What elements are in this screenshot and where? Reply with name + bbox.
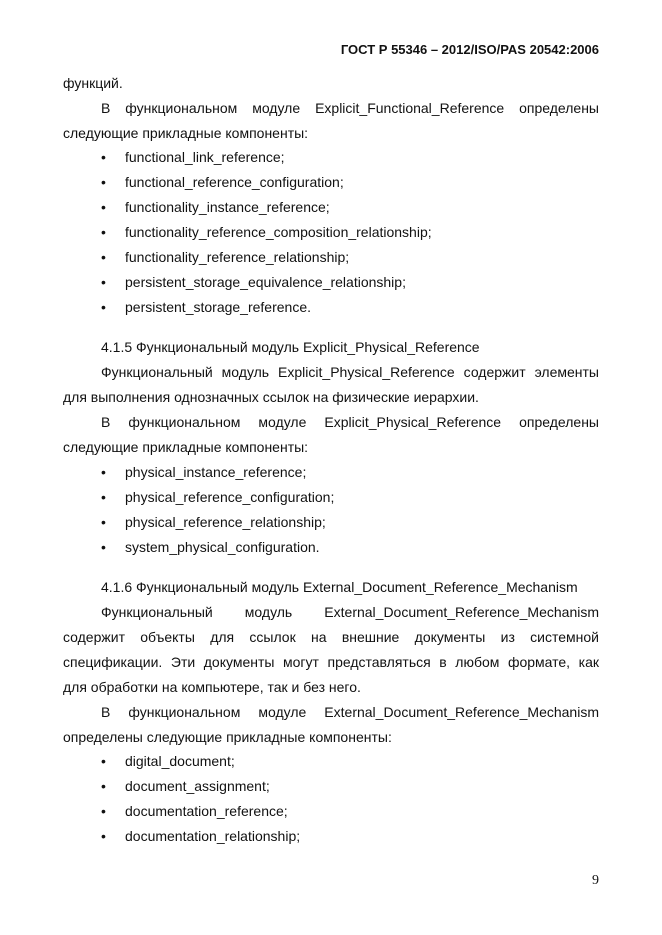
list-item-text: persistent_storage_equivalence_relationship; [125,274,406,290]
list-item-text: physical_reference_relationship; [125,514,326,530]
list-item [101,273,406,291]
text-line: Функциональный модуль Explicit_Physical_Reference содержит элементы [101,364,599,380]
text-line: Функциональный модуль External_Document_Reference_Mechanism [101,604,599,620]
section-heading: 4.1.6 Функциональный модуль External_Document_Reference_Mechanism [101,579,578,595]
list-item-text: physical_reference_configuration; [125,489,335,505]
text-line: следующие прикладные компоненты: [63,125,309,141]
list-item-text: persistent_storage_reference. [125,299,311,315]
bullet-icon: • [101,803,106,819]
list-item-text: documentation_relationship; [125,828,301,844]
bullet-icon: • [101,299,106,315]
bullet-icon: • [101,224,106,240]
bullet-icon: • [101,464,106,480]
list-item [101,298,311,316]
bullet-icon: • [101,149,106,165]
bullet-icon: • [101,489,106,505]
list-item-text: document_assignment; [125,778,270,794]
document-header: ГОСТ Р 55346 – 2012/ISO/PAS 20542:2006 [340,42,599,57]
list-item-text: system_physical_configuration. [125,539,320,555]
list-item [101,248,349,266]
list-item-text: physical_instance_reference; [125,464,307,480]
list-item [101,827,300,845]
text-line: функций. [63,75,123,91]
text-line: В функциональном модуле External_Document_Reference_Mechanism [101,704,599,720]
list-item [101,802,288,820]
bullet-icon: • [101,828,106,844]
list-item [101,223,432,241]
text-line: спецификации. Эти документы могут представляться в любом формате, как [63,654,599,670]
section-heading: 4.1.5 Функциональный модуль Explicit_Physical_Reference [101,339,480,355]
list-item-text: digital_document; [125,753,235,769]
list-item [101,538,320,556]
bullet-icon: • [101,174,106,190]
list-item [101,463,306,481]
list-item-text: functional_reference_configuration; [125,174,344,190]
list-item-text: functional_link_reference; [125,149,285,165]
list-item [101,777,270,795]
list-item [101,513,326,531]
text-line: В функциональном модуле Explicit_Physical_Reference определены [101,414,599,430]
list-item [101,488,334,506]
bullet-icon: • [101,753,106,769]
list-item-text: functionality_reference_composition_relationship; [125,224,432,240]
text-line: содержит объекты для ссылок на внешние документы из системной [63,629,599,645]
bullet-icon: • [101,199,106,215]
text-line: В функциональном модуле Explicit_Functional_Reference определены [101,100,599,116]
list-item [101,752,235,770]
bullet-icon: • [101,539,106,555]
text-line: следующие прикладные компоненты: [63,439,309,455]
bullet-icon: • [101,514,106,530]
text-line: для выполнения однозначных ссылок на физические иерархии. [63,389,479,405]
bullet-icon: • [101,249,106,265]
list-item [101,148,285,166]
list-item-text: documentation_reference; [125,803,288,819]
list-item [101,173,344,191]
bullet-icon: • [101,274,106,290]
text-line: для обработки на компьютере, так и без него. [63,679,361,695]
list-item-text: functionality_instance_reference; [125,199,330,215]
list-item-text: functionality_reference_relationship; [125,249,350,265]
bullet-icon: • [101,778,106,794]
page-number: 9 [592,873,599,888]
list-item [101,198,330,216]
text-line: определены следующие прикладные компоненты: [63,729,392,745]
